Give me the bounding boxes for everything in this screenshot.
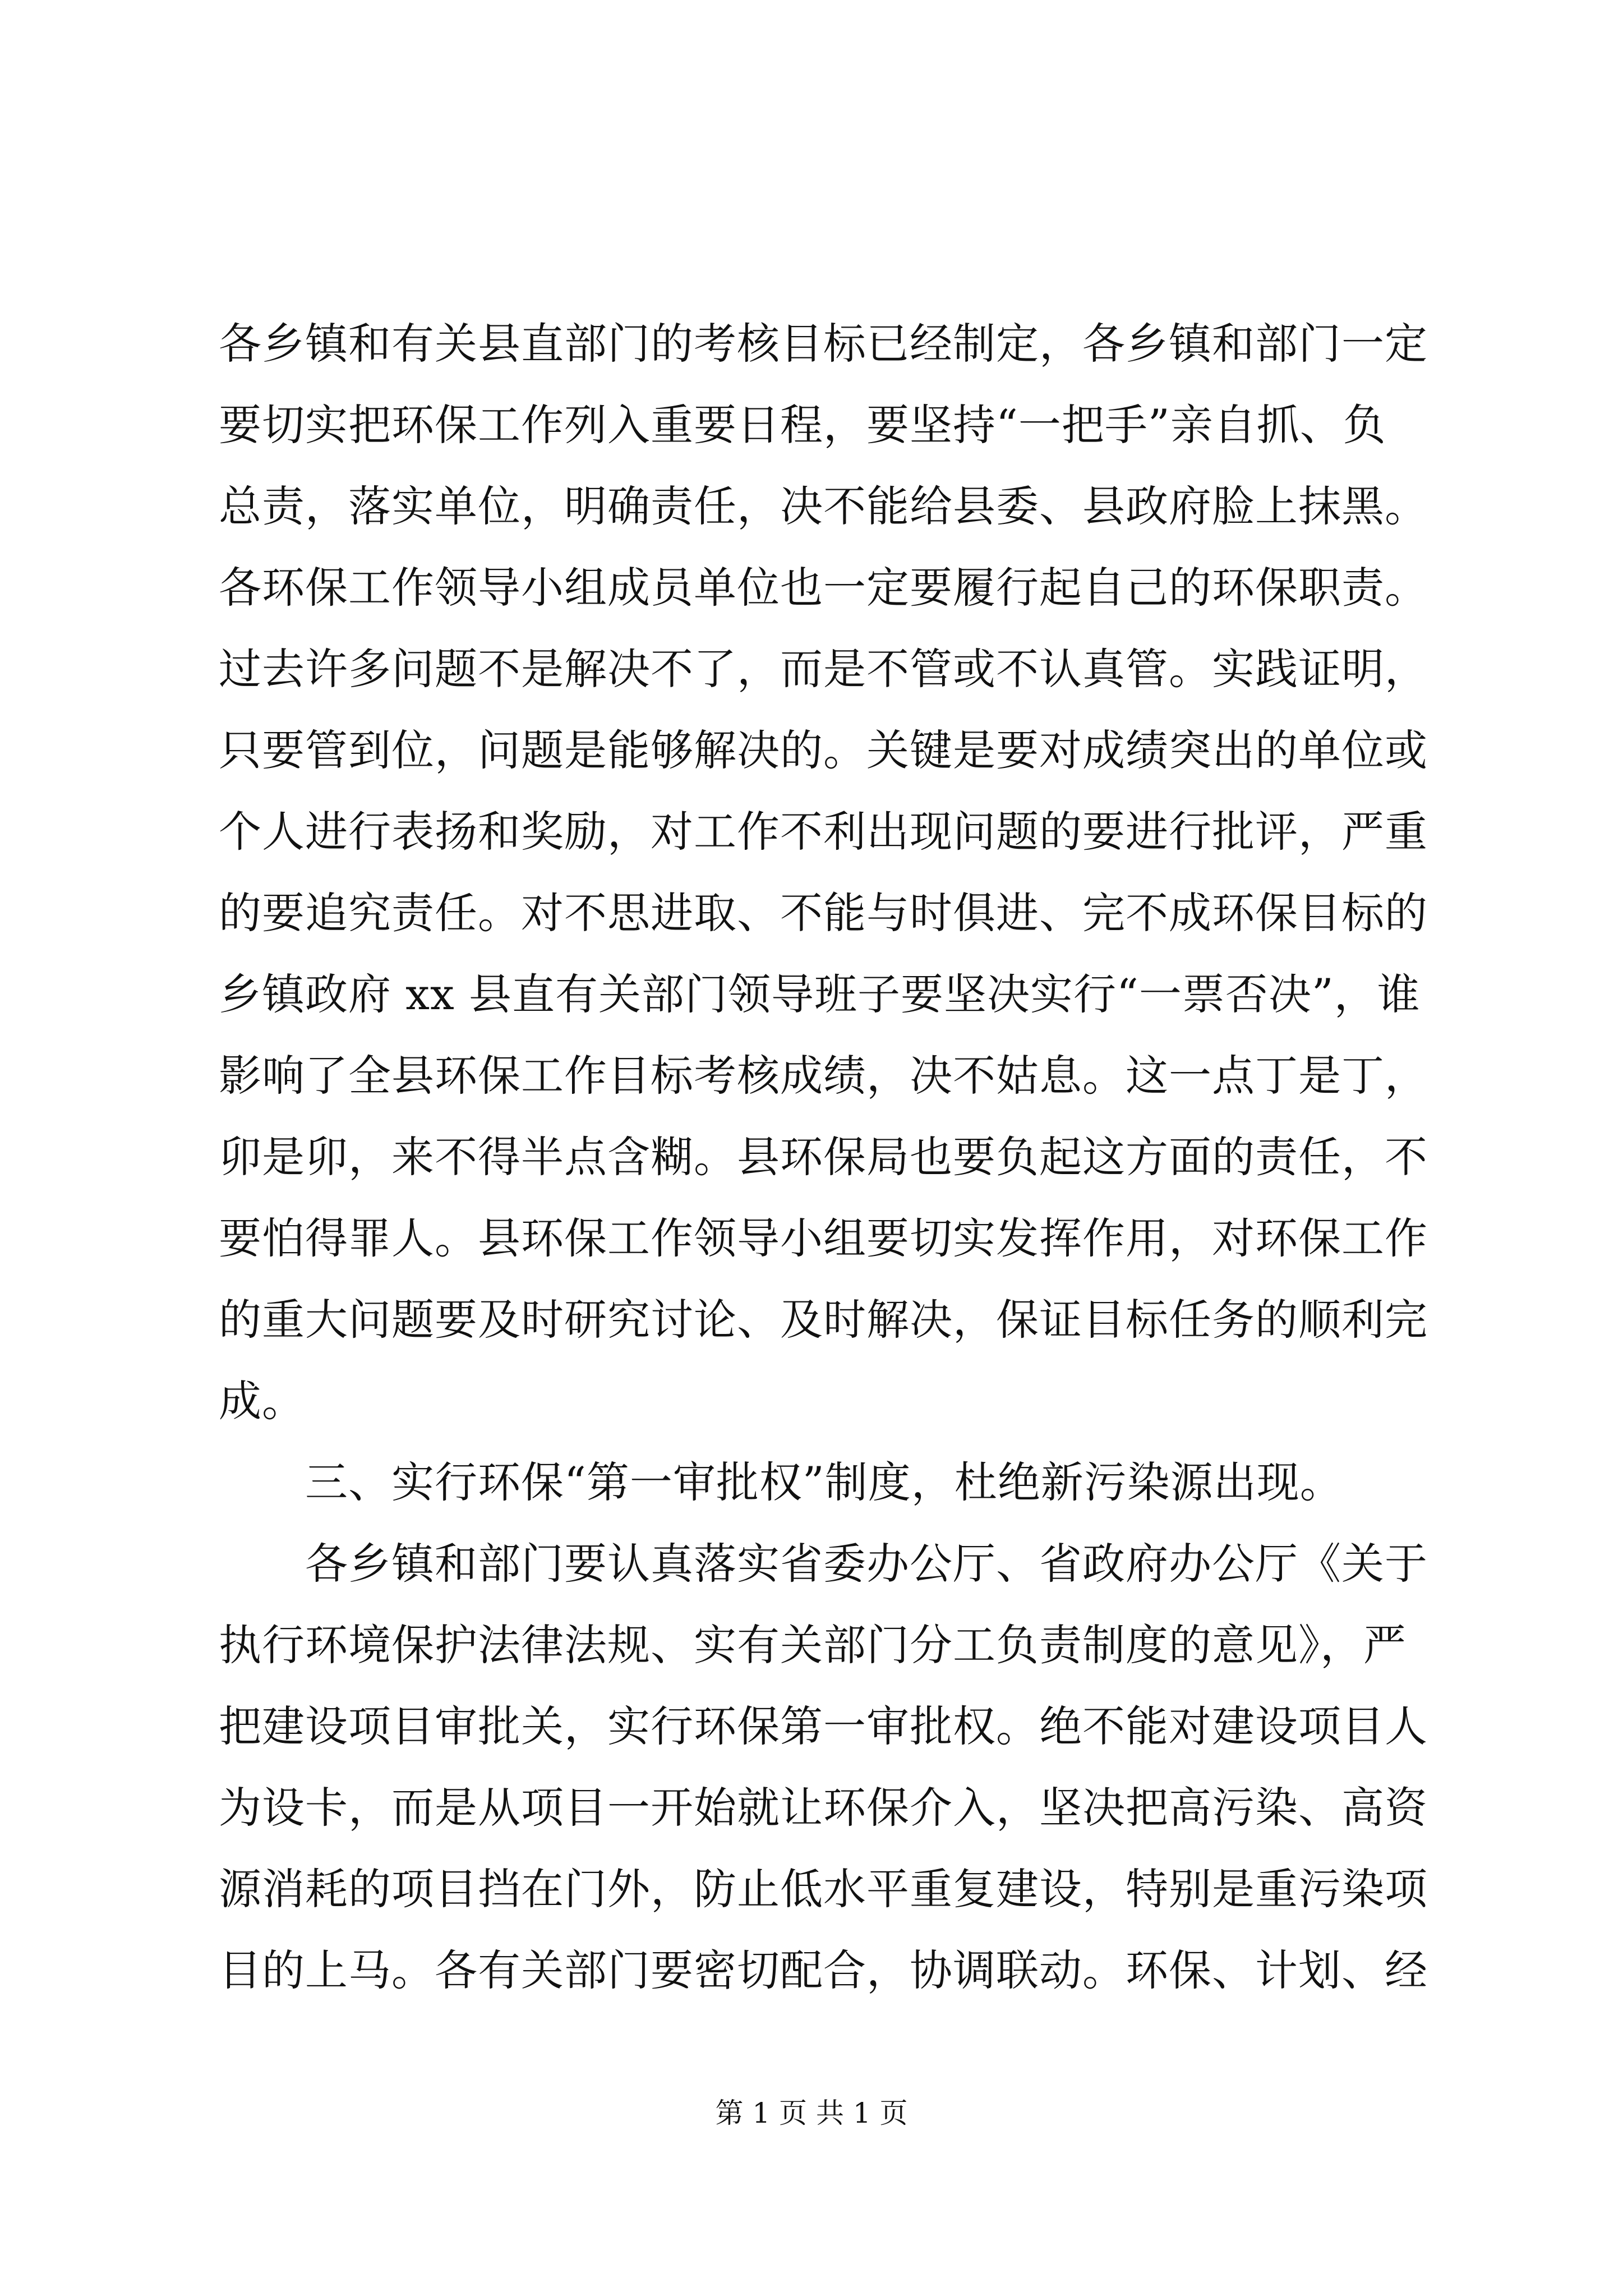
- text-line: 卯是卯，来不得半点含糊。县环保局也要负起这方面的责任，不: [219, 1132, 1428, 1182]
- text-line: 成。: [219, 1376, 305, 1426]
- body-text: [219, 303, 1428, 2011]
- text-line: 只要管到位，问题是能够解决的。关键是要对成绩突出的单位或: [219, 725, 1428, 775]
- text-line: 的要追究责任。对不思进取、不能与时俱进、完不成环保目标的: [219, 888, 1428, 938]
- text-line: 乡镇政府 xx 县直有关部门领导班子要坚决实行“一票否决”，谁: [219, 969, 1421, 1019]
- text-line: 过去许多问题不是解决不了，而是不管或不认真管。实践证明，: [219, 644, 1428, 694]
- text-line: 执行环境保护法律法规、实有关部门分工负责制度的意见》，严: [219, 1620, 1407, 1670]
- text-line: 总责，落实单位，明确责任，决不能给县委、县政府脸上抹黑。: [219, 481, 1428, 531]
- text-line: 源消耗的项目挡在门外，防止低水平重复建设，特别是重污染项: [219, 1864, 1428, 1914]
- page-footer: 第 1 页 共 1 页: [715, 2097, 908, 2129]
- text-line: 各环保工作领导小组成员单位也一定要履行起自己的环保职责。: [219, 563, 1428, 613]
- section-heading: 三、实行环保“第一审批权”制度，杜绝新污染源出现。: [305, 1457, 1343, 1507]
- text-line: 影响了全县环保工作目标考核成绩，决不姑息。这一点丁是丁，: [219, 1051, 1428, 1101]
- text-line: 个人进行表扬和奖励，对工作不利出现问题的要进行批评，严重: [219, 807, 1428, 857]
- text-line: 的重大问题要及时研究讨论、及时解决，保证目标任务的顺利完: [219, 1295, 1428, 1345]
- text-line: 要切实把环保工作列入重要日程，要坚持“一把手”亲自抓、负: [219, 400, 1386, 450]
- text-line: 把建设项目审批关，实行环保第一审批权。绝不能对建设项目人: [219, 1701, 1428, 1751]
- text-line: 各乡镇和有关县直部门的考核目标已经制定，各乡镇和部门一定: [219, 319, 1428, 369]
- text-line: 各乡镇和部门要认真落实省委办公厅、省政府办公厅《关于: [305, 1539, 1428, 1589]
- text-line: 为设卡，而是从项目一开始就让环保介入，坚决把高污染、高资: [219, 1783, 1428, 1833]
- text-line: 目的上马。各有关部门要密切配合，协调联动。环保、计划、经: [219, 1945, 1428, 1995]
- text-line: 要怕得罪人。县环保工作领导小组要切实发挥作用，对环保工作: [219, 1213, 1428, 1263]
